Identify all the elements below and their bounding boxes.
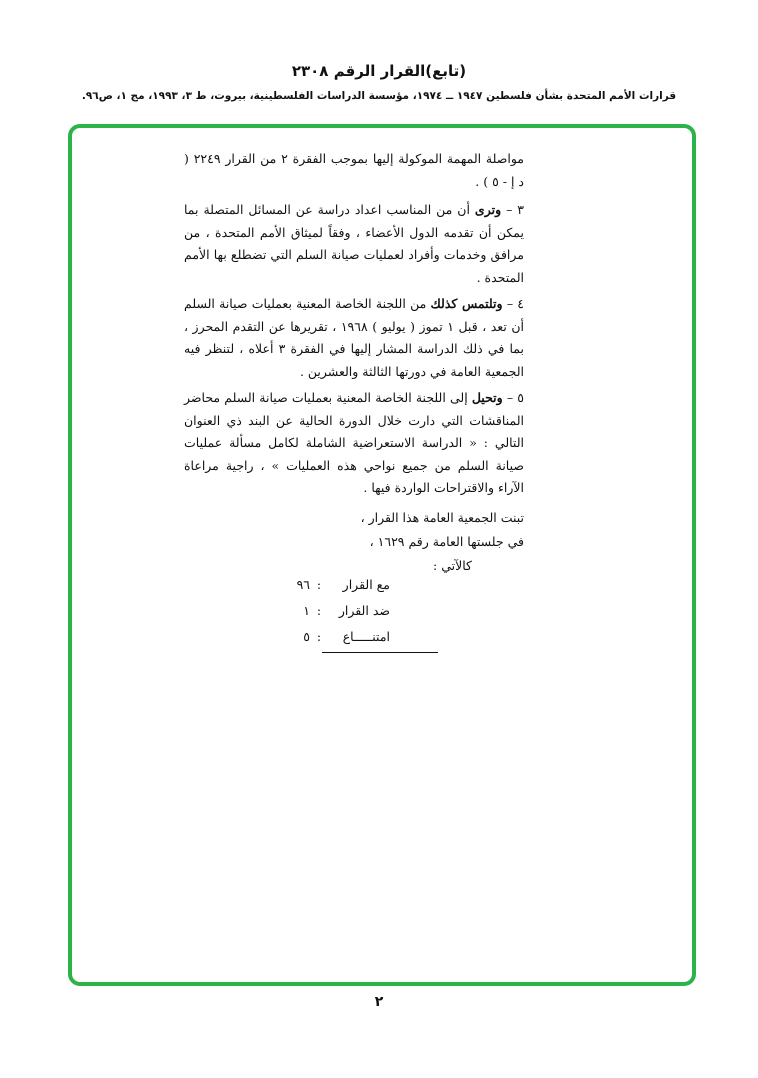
vote-count: ١ xyxy=(303,603,310,618)
vote-row-abstentions xyxy=(297,624,390,650)
vote-separator: : xyxy=(316,577,322,592)
end-divider xyxy=(322,652,438,653)
paragraph-text: أن من المناسب اعداد دراسة عن المسائل المتصلة بما يمكن أن تقدمه الدول الأعضاء ، وفقاً لميثاق الأمم المتحدة ، من مرافق وخدمات وأفراد لعمليات صيانة السلم التي تضطلع بها الأمم المتحدة . xyxy=(184,202,524,285)
vote-label: ضد القرار xyxy=(338,603,390,618)
paragraph-3 xyxy=(184,199,524,289)
resolution-body xyxy=(184,148,524,504)
vote-row-against xyxy=(297,598,390,624)
paragraph-text: إلى اللجنة الخاصة المعنية بعمليات صيانة السلم محاضر المناقشات التي دارت خلال الدورة الحالية عن البند ذي العنوان التالي : « الدراسة الاستعراضية الشاملة لكامل مسألة عمليات صيانة السلم من جميع نواحي هذه العمليات » ، راجية مراعاة الآراء والاقتراحات الواردة فيها . xyxy=(184,390,524,495)
vote-separator: : xyxy=(316,629,322,644)
vote-tally xyxy=(297,572,390,650)
paragraph-4 xyxy=(184,293,524,383)
adoption-statement xyxy=(184,506,524,578)
paragraph-number: ٥ – xyxy=(506,390,524,405)
document-title: (تابع)القرار الرقم ٢٣٠٨ xyxy=(291,62,467,80)
paragraph-5 xyxy=(184,387,524,500)
adoption-line: تبنت الجمعية العامة هذا القرار ، xyxy=(360,510,524,525)
continuation-paragraph: مواصلة المهمة الموكولة إليها بموجب الفقرة ٢ من القرار ٢٢٤٩ ( د إ - ٥ ) . xyxy=(184,151,524,189)
paragraph-text: من اللجنة الخاصة المعنية بعمليات صيانة السلم أن تعد ، قبل ١ تموز ( يوليو ) ١٩٦٨ ، تقريرها عن التقدم المحرز ، بما في ذلك الدراسة المشار إليها في الفقرة ٣ أعلاه ، لتنظر فيه الجمعية العامة في دورتها الثالثة والعشرين . xyxy=(184,296,525,379)
source-citation: قرارات الأمم المتحدة بشأن فلسطين ١٩٤٧ ــ ١٩٧٤، مؤسسة الدراسات الفلسطينية، بيروت، ط ٣، ١٩٩٣، مج ١، ص٩٦. xyxy=(81,90,677,102)
paragraph-number: ٤ – xyxy=(506,296,525,311)
paragraph-keyword: وتحيل xyxy=(471,390,503,405)
vote-count: ٥ xyxy=(303,629,310,644)
vote-label: مع القرار xyxy=(342,577,390,592)
meeting-line: في جلستها العامة رقم ١٦٢٩ ، xyxy=(369,534,524,549)
page-number: ٢ xyxy=(374,994,384,1010)
vote-label: امتنـــــاع xyxy=(342,629,390,644)
vote-row-in-favour xyxy=(297,572,390,598)
vote-separator: : xyxy=(316,603,322,618)
paragraph-keyword: وتلتمس كذلك xyxy=(430,296,503,311)
vote-count: ٩٦ xyxy=(296,577,310,592)
vote-intro-line: كالآتي : xyxy=(433,558,472,573)
paragraph-number: ٣ – xyxy=(506,202,524,217)
paragraph-keyword: وترى xyxy=(474,202,502,217)
